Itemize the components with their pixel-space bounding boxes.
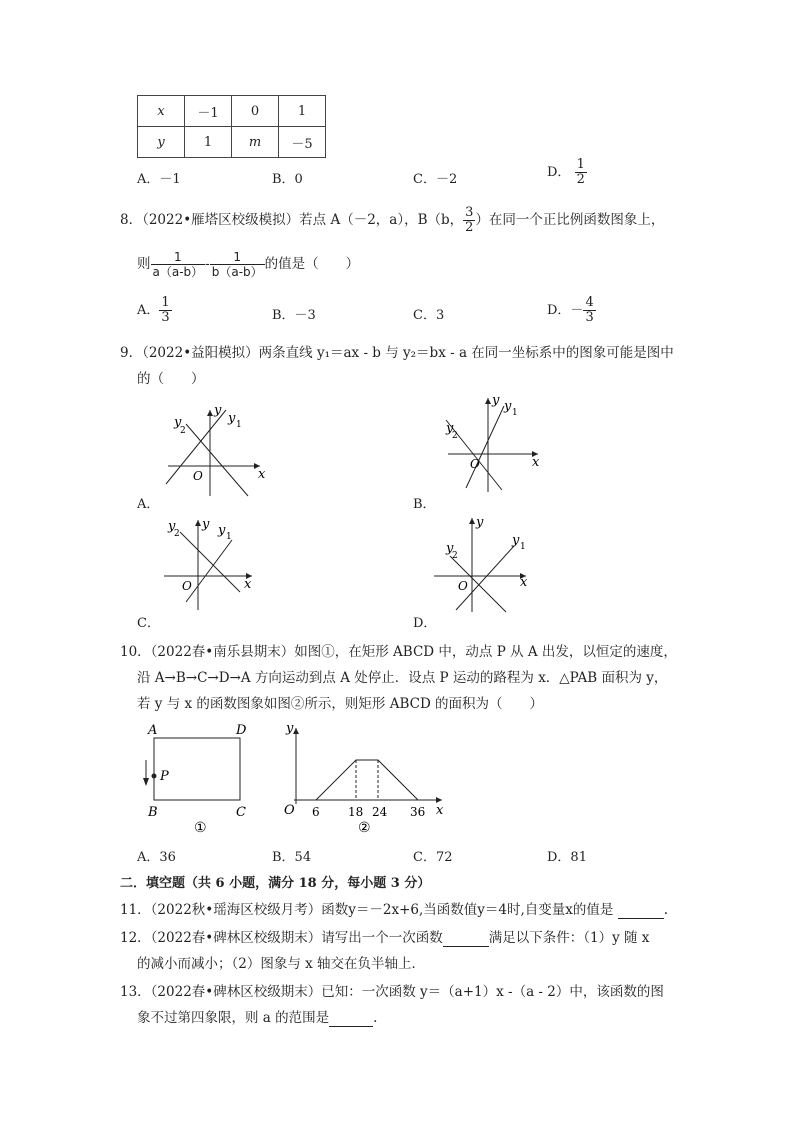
figure-caption: ② [358,820,371,836]
q9-label-a: A． [137,497,160,512]
arrow-icon [293,728,299,734]
q9-label-c: C． [137,616,160,631]
y1-sub: 1 [226,532,232,542]
x-label: x [436,803,444,818]
q10-option-d: D．81 [547,850,587,865]
y2-sub: 2 [452,551,458,561]
x-label: x [244,577,252,592]
arrow-icon [143,778,149,786]
y1-sub: 1 [512,408,518,418]
line-y1 [456,546,514,610]
origin-label: O [193,469,203,483]
label-p: P [160,769,169,784]
tick-label: 18 [348,805,364,819]
q8-line1 [120,206,664,235]
fraction [159,296,171,325]
figure-caption: ① [194,820,207,836]
label-d: D [236,723,247,738]
y2-label: y [446,541,454,556]
q7-option-a: A．－1 [137,172,181,187]
frac-den: b（a-b） [211,265,263,279]
q7-option-d [547,158,587,187]
q7-option-c: C．－2 [413,172,458,187]
frac-den: a（a-b） [152,265,204,279]
q10-option-a: A．36 [137,850,176,865]
option-prefix: D． [547,165,571,180]
frac-den: 3 [161,310,170,325]
y2-sub: 2 [174,529,180,539]
q7-option-b: B．0 [272,172,303,187]
figure-rectangle [130,720,260,838]
x-label: x [532,455,540,470]
y-label: y [476,515,484,530]
origin-label: O [284,803,295,818]
q13-line2 [137,1006,377,1027]
frac-num: 1 [161,295,170,310]
q11-line [120,898,668,919]
q8-option-a [137,296,172,325]
tick-label: 6 [312,805,320,819]
tick-label: 24 [372,805,388,819]
section-heading: 二．填空题（共 6 小题，满分 18 分，每小题 3 分） [120,876,431,891]
y1-sub: 1 [520,542,526,552]
point-p [152,774,157,779]
q8-question-end: 的值是（ ） [264,256,360,272]
q10-line2: 沿 A→B→C→D→A 方向运动到点 A 处停止．设点 P 运动的路程为 x．△PAB 面积为 y， [137,670,668,686]
y2-label: y [168,519,176,534]
graph-b [438,392,558,496]
arrow-icon [469,518,475,524]
y2-sub: 2 [452,431,458,441]
option-prefix: D．－ [547,303,584,318]
fraction [575,158,587,187]
q10-option-c: C．72 [413,850,453,865]
function-curve [316,760,418,800]
q11-text: 11．（2022秋•瑶海区校级月考）函数y＝－2x+6,当函数值y＝4时,自变量x的值是 [120,902,614,918]
origin-label: O [470,457,480,471]
q13-text: 象不过第四象限，则 a 的范围是 [137,1010,330,1026]
label-a: A [148,723,158,738]
q9-label-b: B． [413,497,436,512]
q8-text: 8．（2022•雁塔区校级模拟）若点 A（－2，a），B（b， [120,212,464,228]
q13-end: . [373,1010,378,1026]
q11-end: . [663,902,668,918]
q9-line1: 9．（2022•益阳模拟）两条直线 y₁＝ax - b 与 y₂＝bx - a 在同一坐标系中的图象可能是图中 [120,345,674,361]
figure-function-graph [282,716,452,838]
y-label: y [286,721,294,736]
y1-sub: 1 [236,420,242,430]
line-y2 [186,424,248,496]
frac-den: 3 [585,310,594,325]
table-cell: 1 [185,127,232,158]
q8-line2 [137,250,359,279]
y-label: y [202,517,210,532]
frac-num: 1 [210,250,265,265]
answer-blank[interactable] [618,902,664,919]
origin-label: O [458,579,468,593]
q13-line1: 13．（2022春•碑林区校级期末）已知：一次函数 y＝（a+1）x -（a - 2）中，该函数的图 [120,984,664,1000]
y2-label: y [446,421,454,436]
table-cell: y [138,127,185,158]
table-cell: －5 [279,127,326,158]
arrow-icon [195,520,201,526]
table-cell: －1 [185,96,232,127]
q8-option-c: C．3 [413,308,445,323]
fraction [583,296,595,325]
y-label: y [492,393,500,408]
tick-label: 36 [410,805,426,819]
frac-den: 2 [465,220,474,235]
q12-text: 12．（2022春•碑林区校级期末）请写出一个一次函数 [120,930,443,946]
graph-a [160,400,280,500]
q8-prefix: 则 [137,256,151,272]
answer-blank[interactable] [443,930,489,947]
q10-line1: 10．（2022春•南乐县期末）如图①，在矩形 ABCD 中，动点 P 从 A 出发，以恒定的速度， [120,644,677,660]
q10-option-b: B．54 [272,850,312,865]
frac-num: 1 [151,250,206,265]
y-label: y [214,403,222,418]
q8-text-end: ）在同一个正比例函数图象上， [475,212,665,228]
value-table [137,95,326,158]
minus-sign: - [205,256,210,272]
graph-d [430,512,540,616]
graph-c [160,512,270,612]
q10-line3: 若 y 与 x 的函数图象如图②所示，则矩形 ABCD 的面积为（ ） [137,696,544,712]
q8-option-d [547,296,596,325]
table-row [138,96,326,127]
q12-line2: 的减小而减小；（2）图象与 x 轴交在负半轴上． [137,956,426,972]
x-label: x [258,467,266,482]
y1-label: y [504,399,512,414]
option-prefix: A． [137,303,160,318]
q9-line2: 的（ ） [137,371,205,387]
table-cell: 1 [279,96,326,127]
frac-den: 2 [576,172,585,187]
table-row [138,127,326,158]
table-cell: 0 [232,96,279,127]
y1-label: y [228,411,236,426]
arrow-icon [207,410,213,416]
fraction [463,206,475,235]
y1-label: y [218,523,226,538]
origin-label: O [182,579,192,593]
q9-label-d: D． [413,616,437,631]
q8-option-b: B．－3 [272,308,316,323]
x-label: x [520,575,528,590]
table-cell: m [232,127,279,158]
label-b: B [148,805,158,820]
frac-num: 1 [576,157,585,172]
y1-label: y [512,533,520,548]
label-c: C [236,805,246,820]
answer-blank[interactable] [329,1010,373,1027]
frac-num: 4 [585,295,594,310]
fraction [210,250,265,279]
frac-num: 3 [465,205,474,220]
q12-text-end: 满足以下条件：（1）y 随 x [488,930,650,946]
fraction [151,250,206,279]
y2-sub: 2 [180,426,186,436]
line-y1 [186,540,232,602]
y2-label: y [174,415,182,430]
arrow-icon [485,398,491,404]
line-y1 [466,406,504,488]
table-cell: x [138,96,185,127]
q12-line1 [120,926,649,947]
